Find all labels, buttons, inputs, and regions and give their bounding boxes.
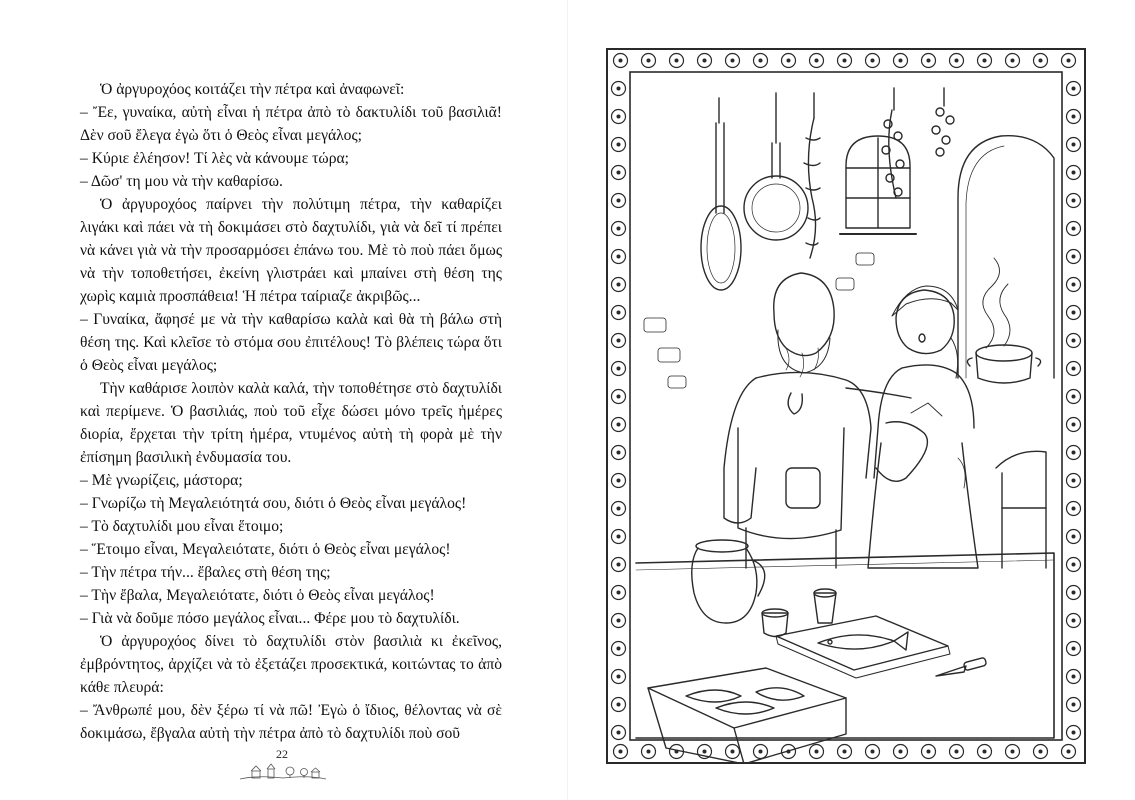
- border-dot: [617, 647, 621, 651]
- chair-icon: [996, 451, 1046, 568]
- paragraph: Ὁ ἀργυροχόος δίνει τὸ δαχτυλίδι στὸν βασιλιὰ κι ἐκεῖνος, ἐμβρόντητος, ἀρχίζει νὰ τὸ ἐξετάζει προσεκτικά, κοιτώντας το ἀπὸ κάθε πλευρά:: [80, 633, 502, 696]
- border-dot: [843, 750, 847, 754]
- border-dot: [1072, 87, 1076, 91]
- border-dot: [1072, 199, 1076, 203]
- paragraph: – Γυναίκα, ἄφησέ με νὰ τὴν καθαρίσω καλὰ καὶ θὰ τὴ βάλω στὴ θέση της. Καὶ κλεῖσε τὸ στόμα σου ἐπιτέλους! Τὸ βλέπεις τώρα ὅτι ὁ Θεὸς εἶναι μεγάλος;: [80, 311, 502, 374]
- border-dot: [815, 59, 819, 63]
- old-man-figure: [724, 273, 911, 568]
- paragraph: – Τὸ δαχτυλίδι μου εἶναι ἕτοιμο;: [80, 518, 284, 535]
- kitchen-illustration: [606, 48, 1086, 764]
- border-dot: [1072, 535, 1076, 539]
- border-dot: [617, 283, 621, 287]
- border-dot: [1072, 647, 1076, 651]
- border-dot: [617, 255, 621, 259]
- decorative-border: [607, 49, 1085, 763]
- border-dot: [617, 311, 621, 315]
- border-dot: [1011, 59, 1015, 63]
- border-dot: [1072, 619, 1076, 623]
- border-dot: [647, 750, 651, 754]
- border-dot: [617, 423, 621, 427]
- border-dot: [731, 750, 735, 754]
- border-dot: [983, 59, 987, 63]
- border-dot: [759, 59, 763, 63]
- cup-icon: [762, 609, 788, 637]
- page-gutter: [567, 0, 568, 800]
- border-dot: [703, 59, 707, 63]
- border-dot: [617, 199, 621, 203]
- border-dot: [617, 227, 621, 231]
- border-dot: [617, 479, 621, 483]
- steaming-pot-icon: [967, 258, 1040, 383]
- border-dot: [619, 750, 623, 754]
- border-dot: [1072, 367, 1076, 371]
- border-dot: [927, 750, 931, 754]
- border-dot: [647, 59, 651, 63]
- border-dot: [731, 59, 735, 63]
- border-dot: [1072, 395, 1076, 399]
- border-dot: [617, 591, 621, 595]
- hanging-pan-icon: [744, 93, 808, 240]
- border-dot: [617, 395, 621, 399]
- border-dot: [617, 115, 621, 119]
- border-dot: [759, 750, 763, 754]
- border-dot: [1072, 703, 1076, 707]
- hanging-herbs-icon: [804, 93, 820, 258]
- border-dot: [1072, 143, 1076, 147]
- border-dot: [1039, 59, 1043, 63]
- cutting-board-icon: [776, 616, 950, 678]
- scene: [636, 88, 1054, 764]
- border-dot: [927, 59, 931, 63]
- village-vignette-icon: [238, 760, 328, 782]
- border-dot: [617, 619, 621, 623]
- wall-bricks: [644, 253, 874, 388]
- paragraph: Ὁ ἀργυροχόος κοιτάζει τὴν πέτρα καὶ ἀναφωνεῖ:: [100, 81, 405, 98]
- paragraph: – Τὴν ἔβαλα, Μεγαλειότατε, διότι ὁ Θεὸς εἶναι μεγάλος!: [80, 587, 435, 604]
- border-dot: [703, 750, 707, 754]
- paragraph: – Τὴν πέτρα τήν... ἔβαλες στὴ θέση της;: [80, 564, 331, 581]
- border-dot: [1072, 451, 1076, 455]
- border-dot: [787, 59, 791, 63]
- border-dot: [1072, 311, 1076, 315]
- border-dot: [617, 339, 621, 343]
- paragraph: – Μὲ γνωρίζεις, μάστορα;: [80, 472, 243, 489]
- border-dot: [983, 750, 987, 754]
- border-dot: [1039, 750, 1043, 754]
- border-dot: [1072, 591, 1076, 595]
- window-icon: [840, 136, 916, 234]
- border-dot: [617, 731, 621, 735]
- woman-figure: [868, 286, 978, 568]
- border-dot: [1072, 479, 1076, 483]
- border-dot: [617, 171, 621, 175]
- paragraph: – Δῶσ' τη μου νὰ τὴν καθαρίσω.: [80, 173, 283, 190]
- hanging-herbs-icon: [932, 88, 954, 156]
- border-dot: [617, 703, 621, 707]
- border-dot: [1072, 115, 1076, 119]
- border-dot: [1072, 731, 1076, 735]
- border-dot: [617, 143, 621, 147]
- border-dot: [617, 535, 621, 539]
- paragraph: Τὴν καθάρισε λοιπὸν καλὰ καλά, τὴν τοποθέτησε στὸ δαχτυλίδι καὶ περίμενε. Ὁ βασιλιάς, ποὺ τοῦ εἶχε δώσει μόνο τρεῖς ἡμέρες διορία, ἔρχεται τὴν τρίτη ἡμέρα, ντυμένος αὐτὴ τὴ φορὰ μὲ τὴν ἐπίσημη βασιλικὴ ἐνδυμασία του.: [80, 380, 502, 466]
- border-dot: [1011, 750, 1015, 754]
- border-dot: [1067, 59, 1071, 63]
- border-dot: [1067, 750, 1071, 754]
- border-dot: [1072, 283, 1076, 287]
- border-dot: [617, 367, 621, 371]
- border-dot: [1072, 423, 1076, 427]
- hanging-pan-icon: [701, 98, 741, 290]
- border-dot: [617, 563, 621, 567]
- border-dot: [617, 87, 621, 91]
- border-dot: [619, 59, 623, 63]
- border-dot: [955, 59, 959, 63]
- border-dot: [1072, 507, 1076, 511]
- border-dot: [1072, 255, 1076, 259]
- border-dot: [871, 750, 875, 754]
- border-dot: [617, 675, 621, 679]
- border-dot: [617, 451, 621, 455]
- border-dot: [899, 59, 903, 63]
- border-dot: [1072, 227, 1076, 231]
- paragraph: – Ἔε, γυναίκα, αὐτὴ εἶναι ἡ πέτρα ἀπὸ τὸ δακτυλίδι τοῦ βασιλιᾶ! Δὲν σοῦ ἔλεγα ἐγὼ ὅτι ὁ Θεὸς εἶναι μεγάλος;: [80, 104, 502, 144]
- border-dot: [815, 750, 819, 754]
- border-dot: [1072, 563, 1076, 567]
- paragraph: – Γνωρίζω τὴ Μεγαλειότητά σου, διότι ὁ Θεὸς εἶναι μεγάλος!: [80, 495, 467, 512]
- paragraph: – Ἄνθρωπέ μου, δὲν ξέρω τί νὰ πῶ! Ἐγὼ ὁ ἴδιος, θέλοντας νὰ σὲ δοκιμάσω, ἔβγαλα αὐτὴ τὴν πέτρα ἀπὸ τὸ δαχτυλίδι ποὺ σοῦ: [80, 702, 502, 742]
- paragraph: – Κύριε ἐλέησον! Τί λὲς νὰ κάνουμε τώρα;: [80, 150, 349, 167]
- text-page: [80, 78, 502, 745]
- table-top: [636, 553, 1054, 738]
- border-dot: [871, 59, 875, 63]
- paragraph: – Ἕτοιμο εἶναι, Μεγαλειότατε, διότι ὁ Θεὸς εἶναι μεγάλος!: [80, 541, 451, 558]
- border-dot: [1072, 171, 1076, 175]
- border-dot: [1072, 339, 1076, 343]
- jug-icon: [692, 540, 765, 623]
- border-dot: [675, 59, 679, 63]
- paragraph: Ὁ ἀργυροχόος παίρνει τὴν πολύτιμη πέτρα, τὴν καθαρίζει λιγάκι καὶ πάει νὰ τὴ δοκιμάσει στὸ δαχτυλίδι, γιὰ νὰ δεῖ τί πρέπει νὰ κάνει γιὰ νὰ τὴν προσαρμόσει ἐπάνω του. Μὲ τὸ ποὺ πάει ὅμως νὰ τὴν τοποθετήσει, ἐκείνη γλιστράει καὶ μπαίνει στὴ θέση της χωρὶς καμιὰ προσπάθεια! Ἡ πέτρα ταίριαζε ἀκριβῶς...: [80, 196, 502, 305]
- salt-cellar-icon: [814, 589, 836, 623]
- page-number: 22: [276, 747, 288, 761]
- knife-icon: [936, 657, 987, 676]
- border-dot: [899, 750, 903, 754]
- illustration-svg: [606, 48, 1086, 764]
- border-dot: [1072, 675, 1076, 679]
- border-dot: [955, 750, 959, 754]
- paragraph: – Γιὰ νὰ δοῦμε πόσο μεγάλος εἶναι... Φέρε μου τὸ δαχτυλίδι.: [80, 610, 460, 627]
- border-dot: [617, 507, 621, 511]
- border-dot: [843, 59, 847, 63]
